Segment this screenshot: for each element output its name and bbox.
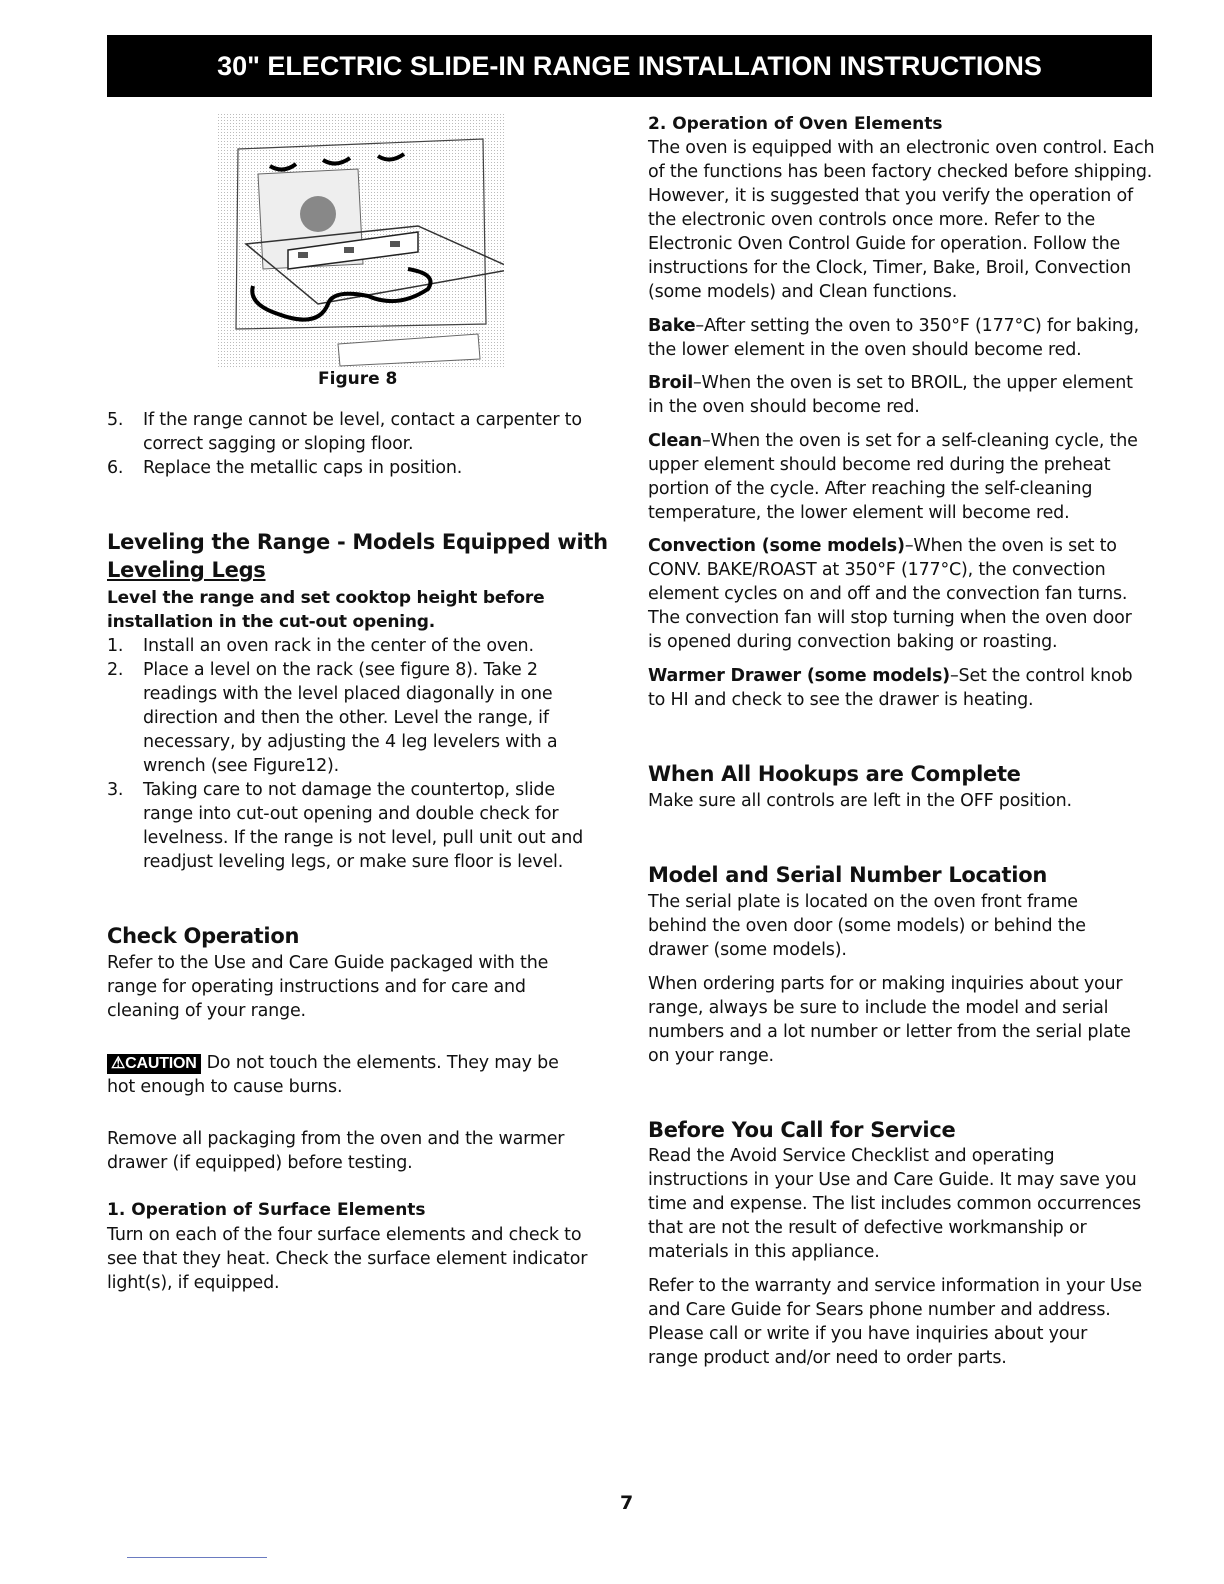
page-number: 7 xyxy=(620,1492,634,1514)
list-item xyxy=(107,456,607,480)
text: –When the oven is set to xyxy=(904,536,1117,556)
numbered-list-steps-5-6 xyxy=(107,408,607,480)
text-line: readjust leveling legs, or make sure floor is level. xyxy=(143,852,564,872)
text-line: necessary, by adjusting the 4 leg levelers with a xyxy=(143,732,558,752)
term-clean: Clean xyxy=(648,431,702,451)
model-serial-paragraph-2 xyxy=(648,972,1131,1068)
text-line: and Care Guide for Sears phone number and address. xyxy=(648,1300,1111,1320)
list-number: 5. xyxy=(107,410,124,430)
numbered-list-leveling-steps xyxy=(107,634,607,874)
section-heading-model-serial: Model and Serial Number Location xyxy=(648,863,1047,887)
text-line: numbers and a lot number or letter from the serial plate xyxy=(648,1022,1131,1042)
text-line: the electronic oven controls once more. Refer to the xyxy=(648,210,1096,230)
text-line: Turn on each of the four surface elements and check to xyxy=(107,1225,582,1245)
convection-paragraph xyxy=(648,534,1132,654)
text-line: Replace the metallic caps in position. xyxy=(143,458,463,478)
text-line: Please call or write if you have inquiries about your xyxy=(648,1324,1088,1344)
text-line: Remove all packaging from the oven and the warmer xyxy=(107,1129,565,1149)
term-convection: Convection (some models) xyxy=(648,536,905,556)
caution-text: Do not touch the elements. They may be xyxy=(206,1053,559,1073)
list-number: 3. xyxy=(107,780,124,800)
text: –After setting the oven to 350°F (177°C) for baking, xyxy=(695,316,1140,336)
model-serial-paragraph-1 xyxy=(648,890,1086,962)
text-line: levelness. If the range is not level, pull unit out and xyxy=(143,828,584,848)
text-line: on your range. xyxy=(648,1046,774,1066)
caution-badge xyxy=(107,1054,201,1074)
text-line: see that they heat. Check the surface element indicator xyxy=(107,1249,588,1269)
text: –Set the control knob xyxy=(949,666,1133,686)
text-line: Make sure all controls are left in the OFF position. xyxy=(648,791,1072,811)
bake-paragraph xyxy=(648,314,1139,362)
heading-line-underlined: Leveling Legs xyxy=(107,558,266,582)
section-heading-leveling xyxy=(107,528,608,584)
subheading-surface-elements: 1. Operation of Surface Elements xyxy=(107,1200,426,1220)
oven-elements-paragraph xyxy=(648,136,1154,304)
text-line: instructions in your Use and Care Guide. It may save you xyxy=(648,1170,1137,1190)
broil-paragraph xyxy=(648,371,1133,419)
heading-line: Leveling the Range - Models Equipped with xyxy=(107,530,608,554)
footer-rule xyxy=(127,1557,267,1558)
text-line: The oven is equipped with an electronic oven control. Each xyxy=(648,138,1155,158)
clean-paragraph xyxy=(648,429,1138,525)
text-line: When ordering parts for or making inquiries about your xyxy=(648,974,1123,994)
figure-caption: Figure 8 xyxy=(318,369,398,389)
list-item xyxy=(107,634,607,658)
text-line: Read the Avoid Service Checklist and operating xyxy=(648,1146,1055,1166)
service-paragraph-1 xyxy=(648,1144,1141,1264)
text-line: Install an oven rack in the center of the oven. xyxy=(143,636,534,656)
term-bake: Bake xyxy=(648,316,696,336)
list-item xyxy=(107,658,607,778)
text-line: range product and/or need to order parts. xyxy=(648,1348,1007,1368)
section-heading-hookups: When All Hookups are Complete xyxy=(648,762,1021,786)
leveling-subheading xyxy=(107,586,544,634)
text-line: drawer (some models). xyxy=(648,940,847,960)
text-line: correct sagging or sloping floor. xyxy=(143,434,414,454)
text: CONV. BAKE/ROAST at 350°F (177°C), the convection xyxy=(648,560,1106,580)
text-line: Electronic Oven Control Guide for operation. Follow the xyxy=(648,234,1121,254)
text: to HI and check to see the drawer is heating. xyxy=(648,690,1034,710)
check-operation-paragraph xyxy=(107,951,548,1023)
text-line: direction and then the other. Level the range, if xyxy=(143,708,549,728)
section-heading-check-operation: Check Operation xyxy=(107,924,300,948)
text-line: However, it is suggested that you verify the operation of xyxy=(648,186,1133,206)
text: The convection fan will stop turning when the oven door xyxy=(648,608,1132,628)
warmer-drawer-paragraph xyxy=(648,664,1132,712)
text: –When the oven is set to BROIL, the upper element xyxy=(693,373,1133,393)
text-line: of the functions has been factory checked before shipping. xyxy=(648,162,1153,182)
oven-rack-level-illustration xyxy=(218,114,504,368)
text-line: range for operating instructions and for care and xyxy=(107,977,526,997)
term-broil: Broil xyxy=(648,373,693,393)
text-line: light(s), if equipped. xyxy=(107,1273,280,1293)
text: element cycles on and off and the convection fan turns. xyxy=(648,584,1128,604)
text-line: Place a level on the rack (see figure 8). Take 2 xyxy=(143,660,538,680)
text-line: cleaning of your range. xyxy=(107,1001,306,1021)
text-line: readings with the level placed diagonally in one xyxy=(143,684,553,704)
page-title-banner: 30" ELECTRIC SLIDE-IN RANGE INSTALLATION INSTRUCTIONS xyxy=(107,35,1152,97)
text-line: range, always be sure to include the model and serial xyxy=(648,998,1109,1018)
text-line: materials in this appliance. xyxy=(648,1242,880,1262)
list-item xyxy=(107,778,607,874)
text: in the oven should become red. xyxy=(648,397,920,417)
text-line: Refer to the warranty and service information in your Use xyxy=(648,1276,1142,1296)
text: the lower element in the oven should become red. xyxy=(648,340,1082,360)
text: upper element should become red during the preheat xyxy=(648,455,1111,475)
text-line: (some models) and Clean functions. xyxy=(648,282,958,302)
text: is opened during convection baking or roasting. xyxy=(648,632,1058,652)
text-line: installation in the cut-out opening. xyxy=(107,612,435,632)
text-line: time and expense. The list includes common occurrences xyxy=(648,1194,1141,1214)
text: –When the oven is set for a self-cleaning cycle, the xyxy=(701,431,1138,451)
text-line: Refer to the Use and Care Guide packaged with the xyxy=(107,953,549,973)
text-line: Taking care to not damage the countertop, slide xyxy=(143,780,555,800)
caution-warning xyxy=(107,1051,559,1099)
term-warmer-drawer: Warmer Drawer (some models) xyxy=(648,666,950,686)
list-number: 6. xyxy=(107,458,124,478)
text-line: that are not the result of defective workmanship or xyxy=(648,1218,1087,1238)
service-paragraph-2 xyxy=(648,1274,1142,1370)
list-item xyxy=(107,408,607,456)
remove-packaging-paragraph xyxy=(107,1127,564,1175)
list-number: 1. xyxy=(107,636,124,656)
list-number: 2. xyxy=(107,660,124,680)
hookups-paragraph xyxy=(648,789,1072,813)
text-line: If the range cannot be level, contact a carpenter to xyxy=(143,410,582,430)
section-heading-service: Before You Call for Service xyxy=(648,1118,956,1142)
text-line: instructions for the Clock, Timer, Bake, Broil, Convection xyxy=(648,258,1131,278)
text-line: The serial plate is located on the oven front frame xyxy=(648,892,1078,912)
surface-elements-paragraph xyxy=(107,1223,587,1295)
warning-triangle-icon: ⚠ xyxy=(111,1055,126,1072)
caution-label: CAUTION xyxy=(125,1055,197,1072)
text-line: drawer (if equipped) before testing. xyxy=(107,1153,413,1173)
text: temperature, the lower element will become red. xyxy=(648,503,1070,523)
text-line: behind the oven door (some models) or behind the xyxy=(648,916,1086,936)
text-line: Level the range and set cooktop height before xyxy=(107,588,545,608)
text-line: wrench (see Figure12). xyxy=(143,756,339,776)
caution-text: hot enough to cause burns. xyxy=(107,1077,343,1097)
subheading-oven-elements: 2. Operation of Oven Elements xyxy=(648,114,943,134)
text-line: range into cut-out opening and double check for xyxy=(143,804,559,824)
text: portion of the cycle. After reaching the self-cleaning xyxy=(648,479,1093,499)
